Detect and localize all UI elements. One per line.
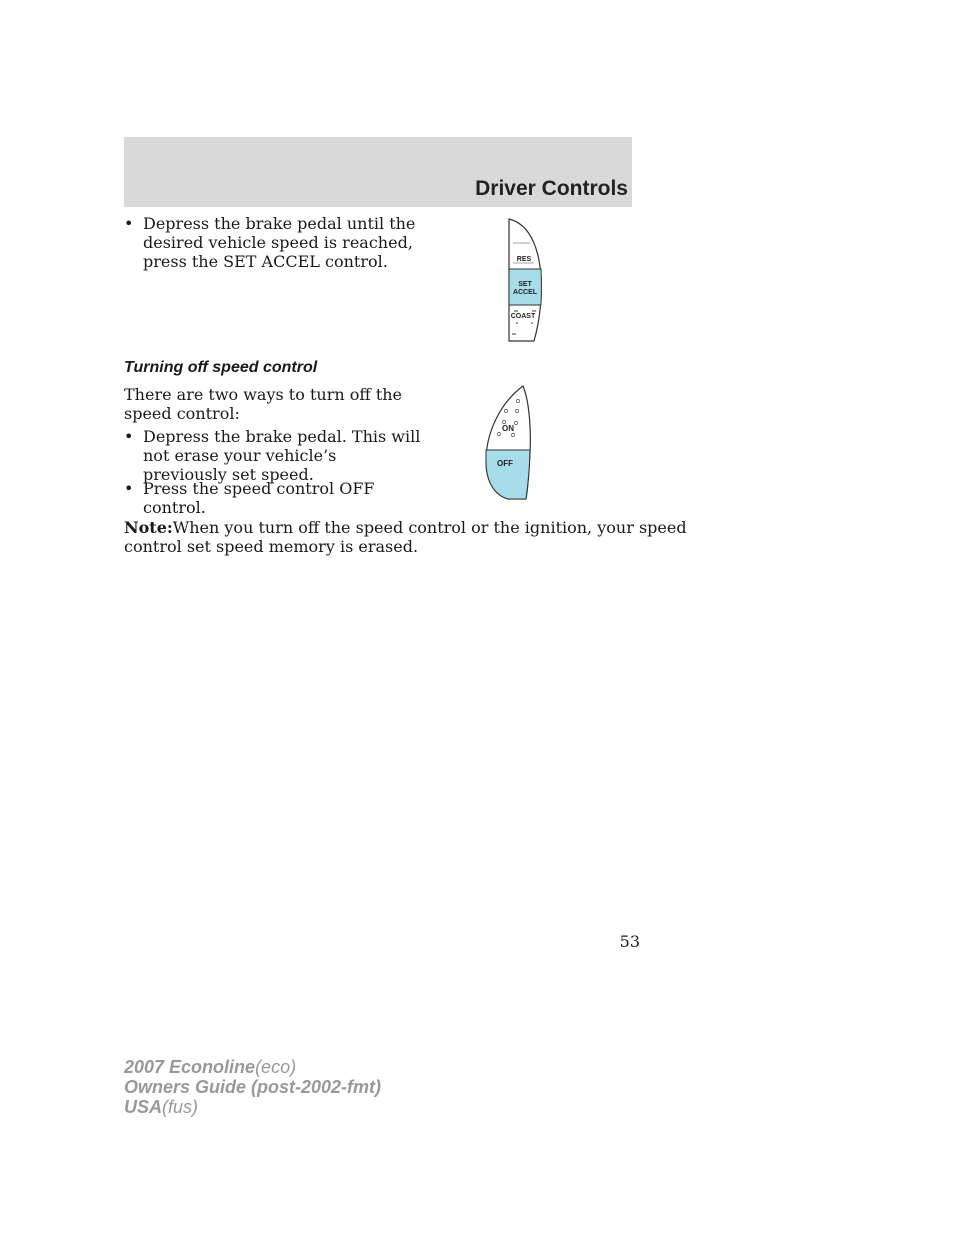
section-title: Driver Controls	[475, 177, 628, 200]
note-label: Note:	[124, 518, 173, 537]
page-number: 53	[619, 932, 640, 951]
res-label: RES	[516, 256, 532, 263]
on-label: ON	[502, 424, 514, 433]
speed-control-set-accel-diagram	[478, 215, 558, 345]
bullet-text-set-accel: Depress the brake pedal until the desired vehicle speed is reached, press the SET ACCEL control.	[143, 214, 416, 271]
intro-text: There are two ways to turn off the speed control:	[124, 385, 403, 423]
header-band	[124, 137, 632, 207]
coast-label: COAST	[510, 313, 536, 320]
bullet-icon: •	[124, 479, 134, 498]
bullet-text-off-control: Press the speed control OFF control.	[143, 479, 375, 517]
bullet-icon: •	[124, 427, 134, 446]
bullet-icon: •	[124, 214, 134, 233]
subheading: Turning off speed control	[124, 359, 318, 376]
footer: 2007 Econoline(eco) Owners Guide (post-2002-fmt) USA(fus)	[124, 1057, 382, 1117]
speed-control-on-off-diagram	[478, 383, 558, 503]
accel-label: ACCEL	[512, 289, 538, 296]
bullet-text-brake: Depress the brake pedal. This will not erase your vehicle’s previously set speed.	[143, 427, 421, 484]
set-label: SET	[518, 281, 532, 288]
off-label: OFF	[497, 459, 513, 468]
note-paragraph: Note:When you turn off the speed control or the ignition, your speed control set speed memory is erased.	[124, 518, 687, 556]
